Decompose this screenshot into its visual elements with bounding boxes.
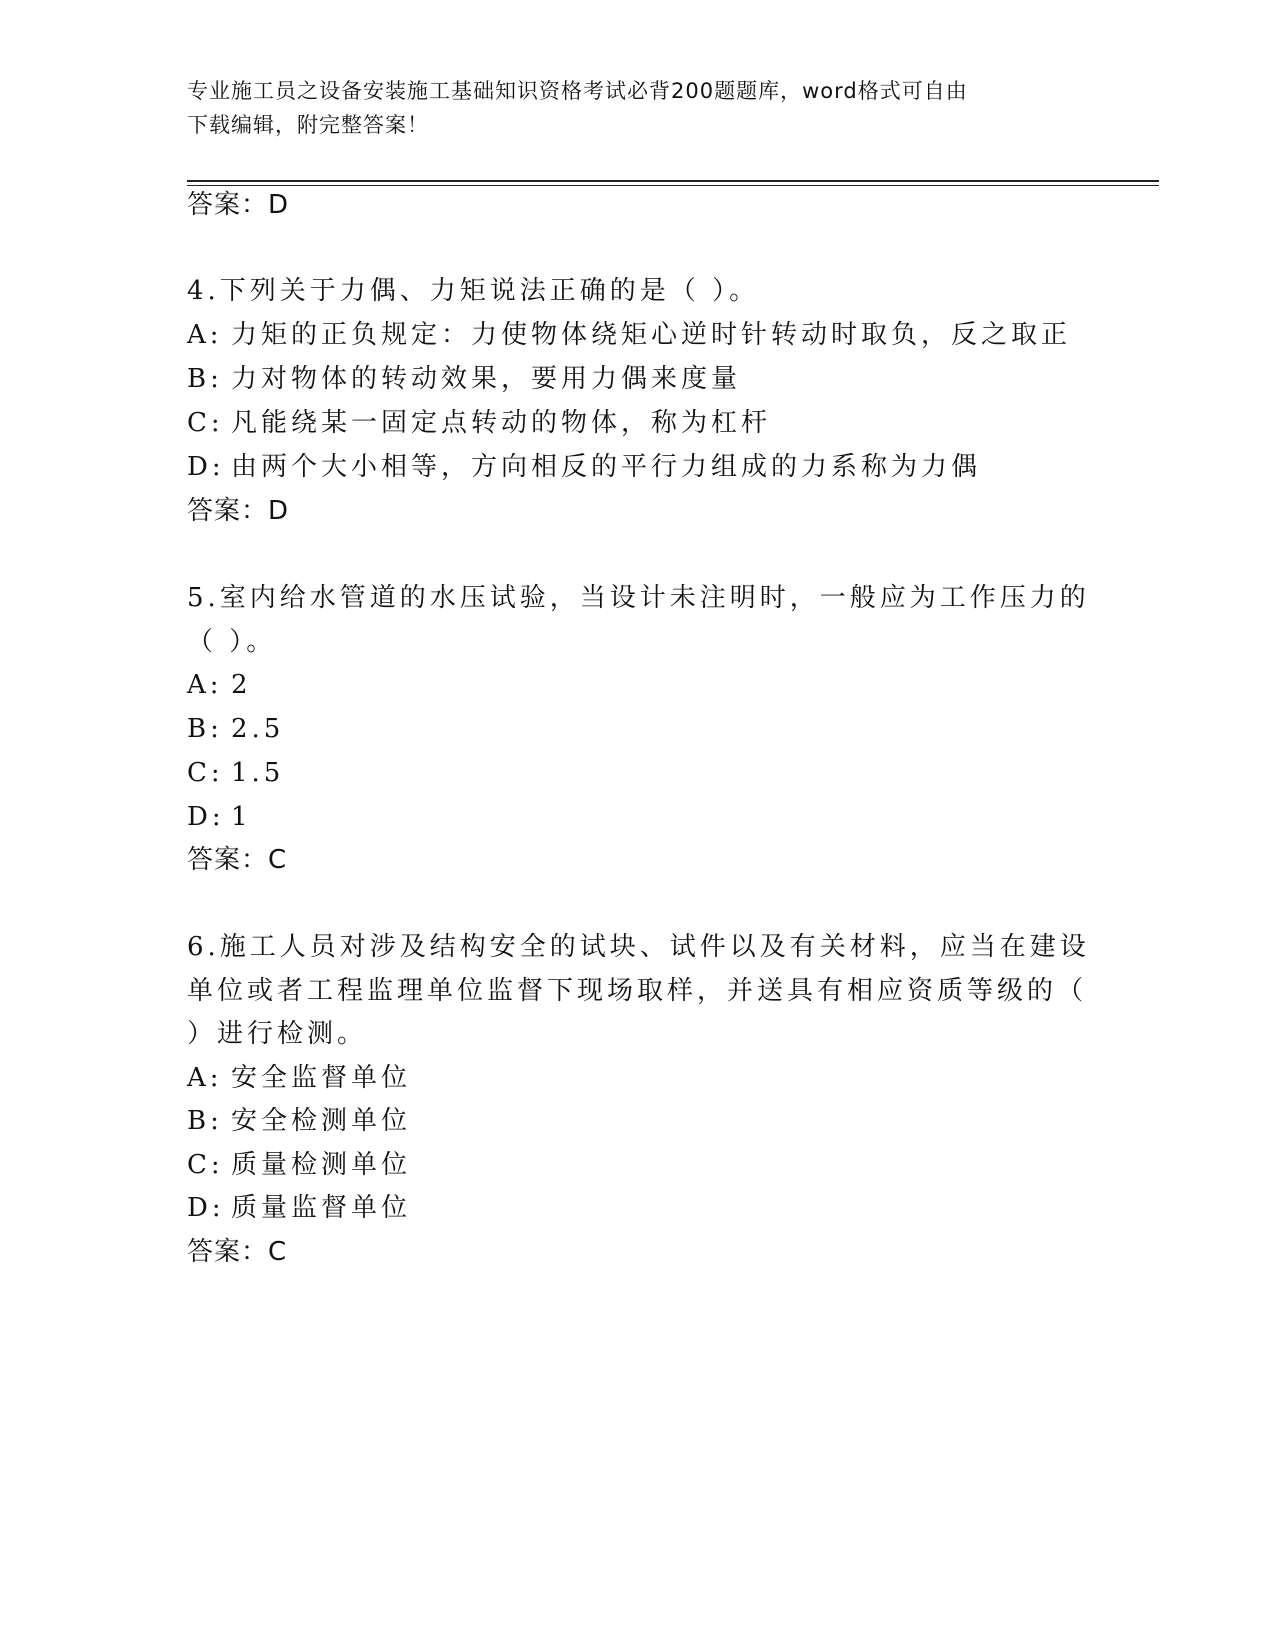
option-text: 由两个大小相等，方向相反的平行力组成的力系称为力偶 xyxy=(231,452,982,482)
question-5-option-b xyxy=(187,712,284,746)
header-line-2: 下载编辑，附完整答案！ xyxy=(187,113,429,137)
document-header xyxy=(187,74,1087,142)
option-text: 1 xyxy=(231,802,252,832)
option-key: B: xyxy=(187,364,223,394)
option-key: C: xyxy=(187,758,224,788)
option-key: B: xyxy=(187,1106,223,1136)
option-text: 质量检测单位 xyxy=(231,1150,412,1180)
question-5-option-d xyxy=(187,800,252,834)
option-text: 质量监督单位 xyxy=(231,1193,412,1223)
question-6-option-d xyxy=(187,1191,411,1225)
option-text: 力矩的正负规定：力使物体绕矩心逆时针转动时取负，反之取正 xyxy=(231,320,1072,350)
question-6-option-b xyxy=(187,1104,411,1138)
answer-question-6: 答案：C xyxy=(187,1237,288,1267)
option-key: C: xyxy=(187,1150,224,1180)
question-4-option-a xyxy=(187,318,1071,352)
option-key: D: xyxy=(187,802,225,832)
header-divider-thick xyxy=(187,180,1159,182)
question-5-stem-line-2: （ ）。 xyxy=(187,627,277,657)
question-4-option-c xyxy=(187,406,771,440)
question-4-option-b xyxy=(187,362,741,396)
header-divider-thin xyxy=(187,185,1159,186)
header-line-1: 专业施工员之设备安装施工基础知识资格考试必背200题题库，word格式可自由 xyxy=(187,79,968,103)
option-text: 2 xyxy=(231,670,252,700)
option-text: 凡能绕某一固定点转动的物体，称为杠杆 xyxy=(231,408,772,438)
question-6-stem-line-2: 单位或者工程监理单位监督下现场取样，并送具有相应资质等级的（ xyxy=(187,976,1088,1006)
question-5-option-c xyxy=(187,756,284,790)
question-4-stem: 4.下列关于力偶、力矩说法正确的是（ ）。 xyxy=(187,276,760,306)
option-key: A: xyxy=(187,320,223,350)
option-text: 安全监督单位 xyxy=(231,1063,412,1093)
question-5-stem-line-1: 5.室内给水管道的水压试验，当设计未注明时，一般应为工作压力的 xyxy=(187,583,1090,613)
answer-question-4: 答案：D xyxy=(187,496,290,526)
question-6-option-a xyxy=(187,1061,411,1095)
option-key: C: xyxy=(187,408,224,438)
question-6-option-c xyxy=(187,1148,411,1182)
option-text: 1.5 xyxy=(231,758,285,788)
option-key: A: xyxy=(187,1063,223,1093)
option-key: A: xyxy=(187,670,223,700)
question-6-stem-line-3: ）进行检测。 xyxy=(187,1019,368,1049)
answer-previous: 答案：D xyxy=(187,190,290,220)
option-text: 力对物体的转动效果，要用力偶来度量 xyxy=(231,364,742,394)
question-6-stem-line-1: 6.施工人员对涉及结构安全的试块、试件以及有关材料，应当在建设 xyxy=(187,932,1090,962)
question-5-option-a xyxy=(187,668,252,702)
option-key: D: xyxy=(187,1193,225,1223)
option-text: 2.5 xyxy=(231,714,285,744)
option-key: D: xyxy=(187,452,225,482)
option-key: B: xyxy=(187,714,223,744)
option-text: 安全检测单位 xyxy=(231,1106,412,1136)
answer-question-5: 答案：C xyxy=(187,845,288,875)
question-4-option-d xyxy=(187,450,981,484)
